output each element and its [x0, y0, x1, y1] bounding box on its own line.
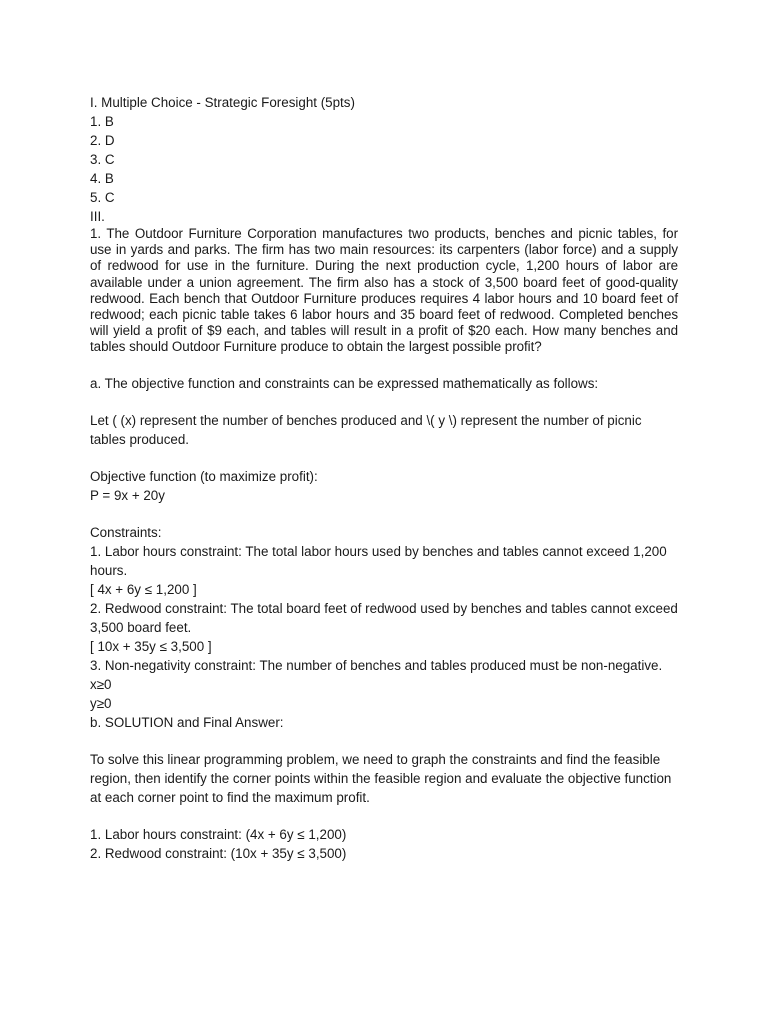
constraint-1-text: 1. Labor hours constraint: The total labor hours used by benches and tables cannot exceed 1,200 hours.	[90, 543, 667, 578]
objective-label: Objective function (to maximize profit):	[90, 468, 318, 484]
constraint-2-formula: [ 10x + 35y ≤ 3,500 ]	[90, 638, 212, 654]
document-body	[90, 93, 678, 863]
problem-paragraph: 1. The Outdoor Furniture Corporation manufactures two products, benches and picnic tables, for use in yards and parks. The firm has two main resources: its carpenters (labor force) and a supply of redwood for use in the furniture. During the next production cycle, 1,200 hours of labor are available under a union agreement. The firm also has a stock of 3,500 board feet of good-quality redwood. Each bench that Outdoor Furniture produces requires 4 labor hours and 10 board feet of redwood; each picnic table takes 6 labor hours and 35 board feet of redwood. Completed benches will yield a profit of $9 each, and tables will result in a profit of $20 each. How many benches and tables should Outdoor Furniture produce to obtain the largest possible profit?	[90, 226, 678, 355]
constraint-3-x: x≥0	[90, 676, 112, 692]
answer-2: 2. D	[90, 133, 115, 148]
answer-3: 3. C	[90, 152, 115, 167]
objective-formula: P = 9x + 20y	[90, 487, 165, 503]
part-b-intro: To solve this linear programming problem, we need to graph the constraints and find the feasible region, then identify the corner points within the feasible region and evaluate the objective function at each corner point to find the maximum profit.	[90, 751, 672, 805]
constraint-1-formula: [ 4x + 6y ≤ 1,200 ]	[90, 581, 197, 597]
answer-1: 1. B	[90, 114, 114, 129]
constraint-2-text: 2. Redwood constraint: The total board feet of redwood used by benches and tables cannot exceed 3,500 board feet.	[90, 600, 678, 635]
solution-item-2: 2. Redwood constraint: (10x + 35y ≤ 3,500)	[90, 845, 347, 861]
constraint-3-text: 3. Non-negativity constraint: The number of benches and tables produced must be non-negative.	[90, 657, 663, 673]
section-heading: I. Multiple Choice - Strategic Foresight (5pts)	[90, 95, 355, 110]
answer-5: 5. C	[90, 190, 115, 205]
part-b-label: b. SOLUTION and Final Answer:	[90, 714, 284, 730]
solution-item-1: 1. Labor hours constraint: (4x + 6y ≤ 1,200)	[90, 826, 347, 842]
variable-definition: Let ( (x) represent the number of benches produced and \( y \) represent the number of picnic tables produced.	[90, 412, 642, 447]
part-a-intro: a. The objective function and constraints can be expressed mathematically as follows:	[90, 375, 599, 391]
answer-4: 4. B	[90, 171, 114, 186]
constraints-label: Constraints:	[90, 524, 162, 540]
section-3-label: III.	[90, 209, 105, 224]
constraint-3-y: y≥0	[90, 695, 112, 711]
